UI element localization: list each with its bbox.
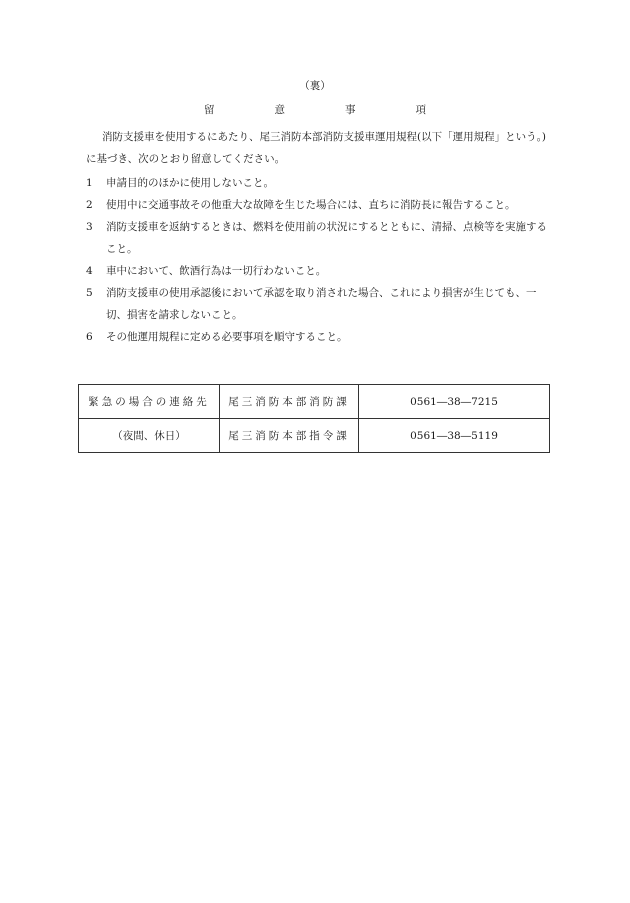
- rule-number: 5: [86, 287, 93, 299]
- title-char: 意: [274, 104, 285, 116]
- rule-text: その他運用規程に定める必要事項を順守すること。: [106, 331, 348, 343]
- rule-text: 消防支援車を返納するときは、燃料を使用前の状況にするとともに、清掃、点検等を実施すること。: [106, 221, 547, 255]
- contact-phone: 0561―38―7215: [359, 385, 550, 419]
- rule-text: 車中において、飲酒行為は一切行わないこと。: [106, 265, 327, 277]
- title-char: 留: [204, 104, 215, 116]
- rule-text: 申請目的のほかに使用しないこと。: [106, 177, 274, 189]
- rule-text: 使用中に交通事故その他重大な故障を生じた場合には、直ちに消防長に報告すること。: [106, 199, 516, 211]
- page-title: [0, 102, 630, 117]
- title-char: 項: [415, 104, 426, 116]
- contact-label: 緊急の場合の連絡先: [79, 385, 220, 419]
- rule-item: [86, 282, 556, 326]
- table-row: [79, 419, 550, 453]
- contact-table: [78, 384, 550, 453]
- contact-department: 尾三消防本部消防課: [220, 385, 359, 419]
- rule-number: 4: [86, 265, 93, 277]
- rule-number: 2: [86, 199, 93, 211]
- contact-phone: 0561―38―5119: [359, 419, 550, 453]
- rule-item: [86, 260, 556, 282]
- intro-paragraph: 消防支援車を使用するにあたり、尾三消防本部消防支援車運用規程(以下「運用規程」という。)に基づき、次のとおり留意してください。: [86, 131, 546, 165]
- contact-department: 尾三消防本部指令課: [220, 419, 359, 453]
- rule-text: 消防支援車の使用承認後において承認を取り消された場合、これにより損害が生じても、一切、損害を請求しないこと。: [106, 287, 537, 321]
- rules-list: [86, 172, 556, 348]
- rule-number: 3: [86, 221, 93, 233]
- contact-label: （夜間、休日）: [79, 419, 220, 453]
- rule-item: [86, 326, 556, 348]
- rule-item: [86, 172, 556, 194]
- rule-number: 6: [86, 331, 93, 343]
- rule-item: [86, 216, 556, 260]
- table-row: [79, 385, 550, 419]
- rule-item: [86, 194, 556, 216]
- page-side-label: （裏）: [299, 80, 331, 92]
- rule-number: 1: [86, 177, 93, 189]
- title-char: 事: [345, 104, 356, 116]
